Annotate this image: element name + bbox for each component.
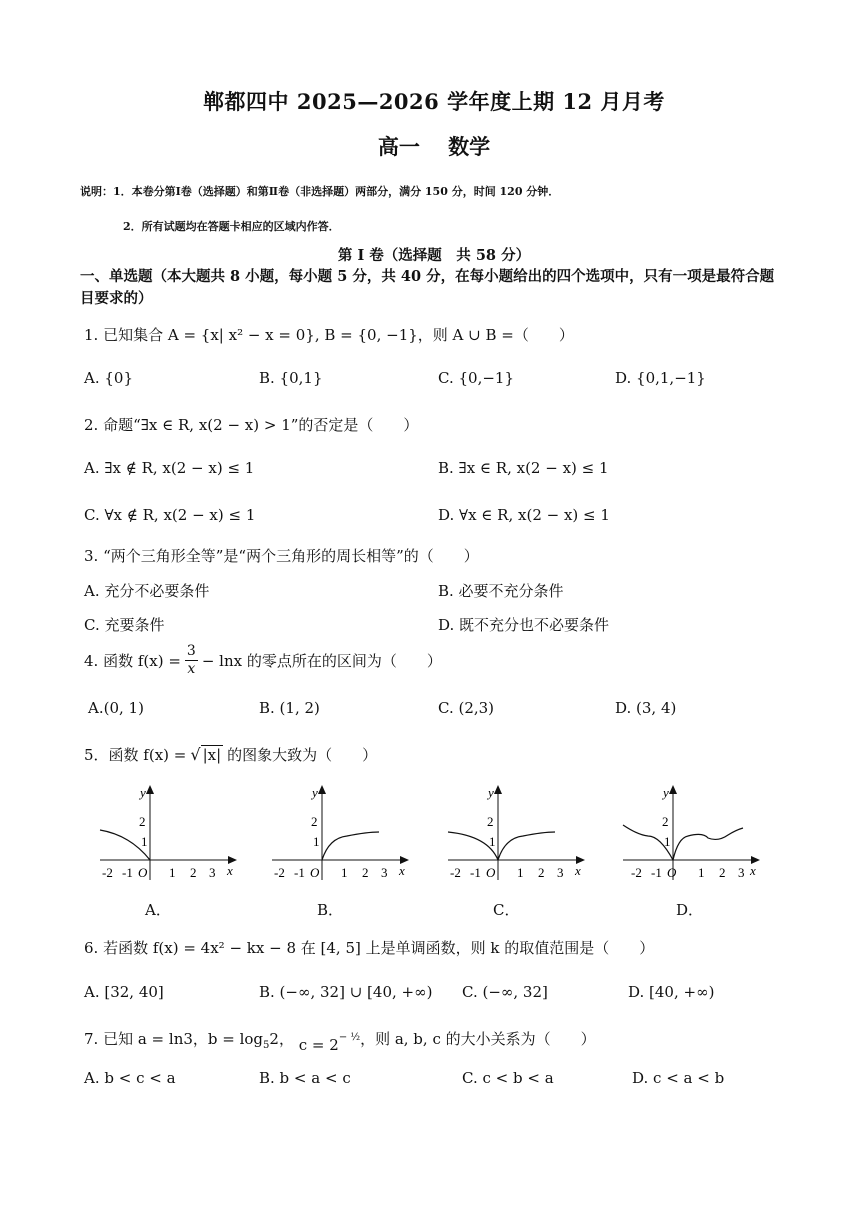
- x-tick-neg1: -1: [470, 865, 481, 880]
- y-tick-2: 2: [311, 814, 318, 829]
- question-7-stem-suffix: ，则 a, b, c 的大小关系为（ ）: [360, 1030, 596, 1048]
- x-tick-2: 2: [362, 865, 369, 880]
- question-6-option-b: B. (−∞, 32] ∪ [40, +∞): [259, 983, 433, 1001]
- question-1-option-c: C. {0,−1}: [438, 369, 514, 387]
- c-base: c = 2: [298, 1036, 339, 1054]
- x-tick-neg2: -2: [631, 865, 642, 880]
- question-5-option-c: C．: [493, 901, 520, 919]
- question-1-option-a: A. {0}: [84, 369, 133, 387]
- question-5-stem-prefix: 5．函数 f(x) =: [84, 746, 187, 764]
- question-7-stem-prefix: 7. 已知 a = ln3，b = log: [84, 1030, 264, 1048]
- question-5-option-b: B．: [317, 901, 344, 919]
- fraction-numerator: 3: [186, 643, 196, 659]
- c-exponent: − ½: [338, 1032, 361, 1043]
- instructions-note-2: 2．所有试题均在答题卡相应的区域内作答．: [123, 220, 340, 233]
- x-tick-1: 1: [341, 865, 348, 880]
- y-axis-label: y: [140, 785, 146, 800]
- question-4-option-c: C. (2,3): [438, 699, 495, 717]
- question-6-option-d: D. [40, +∞): [628, 983, 715, 1001]
- question-3-option-d: D. 既不充分也不必要条件: [438, 616, 610, 634]
- x-tick-3: 3: [557, 865, 564, 880]
- x-axis-label: x: [399, 863, 405, 878]
- question-4-option-b: B. (1, 2): [259, 699, 320, 717]
- question-1-stem: 1. 已知集合 A = {x| x² − x = 0}, B = {0, −1}，则 A ∪ B =（ ）: [84, 326, 574, 344]
- instructions-note-1: 说明：1．本卷分第Ⅰ卷（选择题）和第Ⅱ卷（非选择题）两部分，满分 150 分，时间 120 分钟．: [80, 185, 560, 198]
- sqrt-symbol: √: [190, 745, 201, 764]
- x-axis-label: x: [750, 863, 756, 878]
- fraction: [185, 643, 198, 678]
- y-axis-label: y: [312, 785, 318, 800]
- question-7-option-d: D. c < a < b: [632, 1069, 725, 1087]
- sqrt-radicand: |x|: [202, 746, 222, 764]
- exam-title: 郸都四中 2025—2026 学年度上期 12 月月考: [203, 89, 665, 114]
- question-5-stem: [84, 744, 377, 765]
- question-3-option-c: C. 充要条件: [84, 616, 165, 634]
- question-4-stem-suffix: − lnx 的零点所在的区间为（ ）: [201, 652, 442, 670]
- x-axis-label: x: [227, 863, 233, 878]
- part-title: 一、单选题（本大题共 8 小题，每小题 5 分，共 40 分，在每小题给出的四个选项中，只有一项是最符合题目要求的）: [80, 268, 775, 307]
- y-tick-2: 2: [487, 814, 494, 829]
- section-title: 第 I 卷（选择题 共 58 分）: [337, 247, 531, 264]
- question-2-stem: 2. 命题“∃x ∈ R, x(2 − x) > 1”的否定是（ ）: [84, 416, 419, 434]
- question-5-option-a: A．: [145, 901, 171, 919]
- log-base: 5: [263, 1040, 270, 1051]
- question-4-option-d: D. (3, 4): [615, 699, 677, 717]
- question-3-option-b: B. 必要不充分条件: [438, 582, 564, 600]
- x-tick-1: 1: [698, 865, 705, 880]
- graph-c: [443, 780, 593, 885]
- y-axis-label: y: [663, 785, 669, 800]
- c-expression: [298, 1032, 361, 1054]
- x-tick-neg2: -2: [450, 865, 461, 880]
- y-tick-1: 1: [141, 834, 148, 849]
- x-tick-2: 2: [538, 865, 545, 880]
- question-2-option-a: A. ∃x ∉ R, x(2 − x) ≤ 1: [84, 459, 255, 477]
- fraction-denominator: x: [187, 661, 196, 677]
- y-tick-1: 1: [489, 834, 496, 849]
- question-6-option-a: A. [32, 40]: [84, 983, 164, 1001]
- x-tick-neg2: -2: [102, 865, 113, 880]
- question-7-option-a: A. b < c < a: [84, 1069, 176, 1087]
- origin-label: O: [667, 865, 677, 880]
- exam-subject: 高一 数学: [377, 134, 491, 159]
- question-4-option-a: A.(0, 1): [88, 699, 144, 717]
- x-tick-3: 3: [209, 865, 216, 880]
- x-tick-neg2: -2: [274, 865, 285, 880]
- x-tick-3: 3: [381, 865, 388, 880]
- x-tick-neg1: -1: [651, 865, 662, 880]
- y-tick-1: 1: [313, 834, 320, 849]
- graph-b: [267, 780, 417, 885]
- x-tick-3: 3: [738, 865, 745, 880]
- graph-d: [618, 780, 768, 885]
- question-6-option-c: C. (−∞, 32]: [462, 983, 548, 1001]
- x-tick-neg1: -1: [294, 865, 305, 880]
- origin-label: O: [310, 865, 320, 880]
- question-3-option-a: A. 充分不必要条件: [84, 582, 210, 600]
- question-1-option-b: B. {0,1}: [259, 369, 323, 387]
- question-6-stem: 6. 若函数 f(x) = 4x² − kx − 8 在 [4, 5] 上是单调函数，则 k 的取值范围是（ ）: [84, 939, 655, 957]
- question-3-stem: 3. “两个三角形全等”是“两个三角形的周长相等”的（ ）: [84, 547, 479, 565]
- question-5-stem-suffix: 的图象大致为（ ）: [227, 746, 378, 764]
- question-2-option-c: C. ∀x ∉ R, x(2 − x) ≤ 1: [84, 506, 256, 524]
- origin-label: O: [486, 865, 496, 880]
- y-axis-label: y: [488, 785, 494, 800]
- question-7-stem-mid: 2，: [269, 1030, 294, 1048]
- question-2-option-b: B. ∃x ∈ R, x(2 − x) ≤ 1: [438, 459, 609, 477]
- x-tick-2: 2: [190, 865, 197, 880]
- x-tick-1: 1: [517, 865, 524, 880]
- question-2-option-d: D. ∀x ∈ R, x(2 − x) ≤ 1: [438, 506, 610, 524]
- y-tick-2: 2: [662, 814, 669, 829]
- question-5-option-d: D．: [676, 901, 704, 919]
- question-7-option-b: B. b < a < c: [259, 1069, 351, 1087]
- y-tick-1: 1: [664, 834, 671, 849]
- question-4-stem-prefix: 4. 函数 f(x) =: [84, 652, 181, 670]
- question-4-stem: [84, 643, 442, 678]
- origin-label: O: [138, 865, 148, 880]
- x-tick-2: 2: [719, 865, 726, 880]
- x-tick-1: 1: [169, 865, 176, 880]
- question-7-stem: [84, 1028, 596, 1054]
- x-tick-neg1: -1: [122, 865, 133, 880]
- graph-a: [95, 780, 245, 885]
- question-7-option-c: C. c < b < a: [462, 1069, 554, 1087]
- x-axis-label: x: [575, 863, 581, 878]
- y-tick-2: 2: [139, 814, 146, 829]
- question-1-option-d: D. {0,1,−1}: [615, 369, 706, 387]
